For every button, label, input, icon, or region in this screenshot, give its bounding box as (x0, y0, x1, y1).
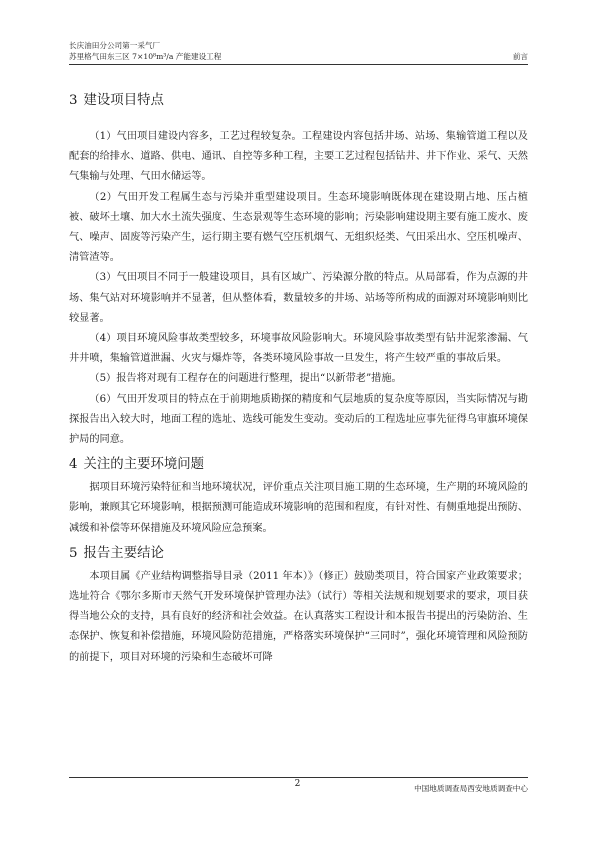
section-4-heading (69, 456, 528, 474)
paragraph: 据项目环境污染特征和当地环境状况，评价重点关注项目施工期的生态环境，生产期的环境风险的影响，兼顾其它环境影响，根据预测可能造成环境影响的范围和程度，有针对性、有侧重地提出预防、减缓和补偿等环保措施及环境风险应急预案。 (69, 482, 528, 534)
paragraph: （4）项目环境风险事故类型较多，环境事故风险影响大。环境风险事故类型有钻井泥浆渗漏、气井井喷，集输管道泄漏、火灾与爆炸等，各类环境风险事故一旦发生，将产生较严重的事故后果。 (69, 333, 528, 365)
paragraph: （1）气田项目建设内容多，工艺过程较复杂。工程建设内容包括井场、站场、集输管道工程以及配套的给排水、道路、供电、通讯、自控等多种工程，主要工艺过程包括钻井、井下作业、采气、天然气集输与处理、气田水储运等。 (69, 131, 528, 183)
paragraph: （3）气田项目不同于一般建设项目，具有区域广、污染源分散的特点。从局部看，作为点源的井场、集气站对环境影响并不显著，但从整体看，数量较多的井场、站场等所构成的面源对环境影响则比较显著。 (69, 272, 528, 324)
paragraph: （2）气田开发工程属生态与污染并重型建设项目。生态环境影响既体现在建设期占地、压占植被、破坏土壤、加大水土流失强度、生态景观等生态环境的影响；污染影响建设期主要有施工废水、废气、噪声、固废等污染产生，运行期主要有燃气空压机烟气、无组织烃类、气田采出水、空压机噪声、清管渣等。 (69, 191, 528, 264)
section-3-heading (69, 92, 528, 110)
page-number: 2 (294, 779, 301, 789)
footer-rule (69, 777, 528, 778)
section-5-heading (69, 545, 528, 563)
paragraph: （6）气田开发项目的特点在于前期地质勘探的精度和气层地质的复杂度等原因，当实际情况与勘探报告出入较大时，地面工程的选址、选线可能发生变动。变动后的工程选址应事先征得乌审旗环境保护局的同意。 (69, 393, 528, 446)
paragraph: （5）报告将对现有工程存在的问题进行整理，提出“以新带老”措施。 (89, 373, 402, 385)
footer-organization: 中国地质调查局西安地质调查中心 (414, 784, 528, 793)
paragraph: 本项目属《产业结构调整指导目录（2011 年本）》（修正）鼓励类项目，符合国家产业政策要求；选址符合《鄂尔多斯市天然气开发环境保护管理办法》（试行）等相关法规和规划要求的要求，项目获得当地公众的支持，具有良好的经济和社会效益。在认真落实工程设计和本报告书提出的污染防治、生态保护、恢复和补偿措施，环境风险防范措施，严格落实环境保护“三同时”，强化环境管理和风险预防的前提下，项目对环境的污染和生态破坏可降 (69, 570, 528, 663)
header-section-name: 前言 (512, 52, 528, 61)
header-project-line: 苏里格气田东三区 7×10⁸m³/a 产能建设工程 (69, 52, 222, 61)
section-number: 4 (69, 457, 78, 473)
section-title: 建设项目特点 (83, 93, 164, 108)
header-org-line: 长庆油田分公司第一采气厂 (69, 41, 161, 50)
page-header (69, 40, 528, 62)
section-title: 报告主要结论 (83, 545, 164, 561)
document-body (69, 88, 528, 668)
section-number: 5 (69, 545, 78, 561)
section-number: 3 (69, 93, 78, 108)
section-title: 关注的主要环境问题 (83, 457, 205, 473)
header-rule (69, 64, 528, 65)
